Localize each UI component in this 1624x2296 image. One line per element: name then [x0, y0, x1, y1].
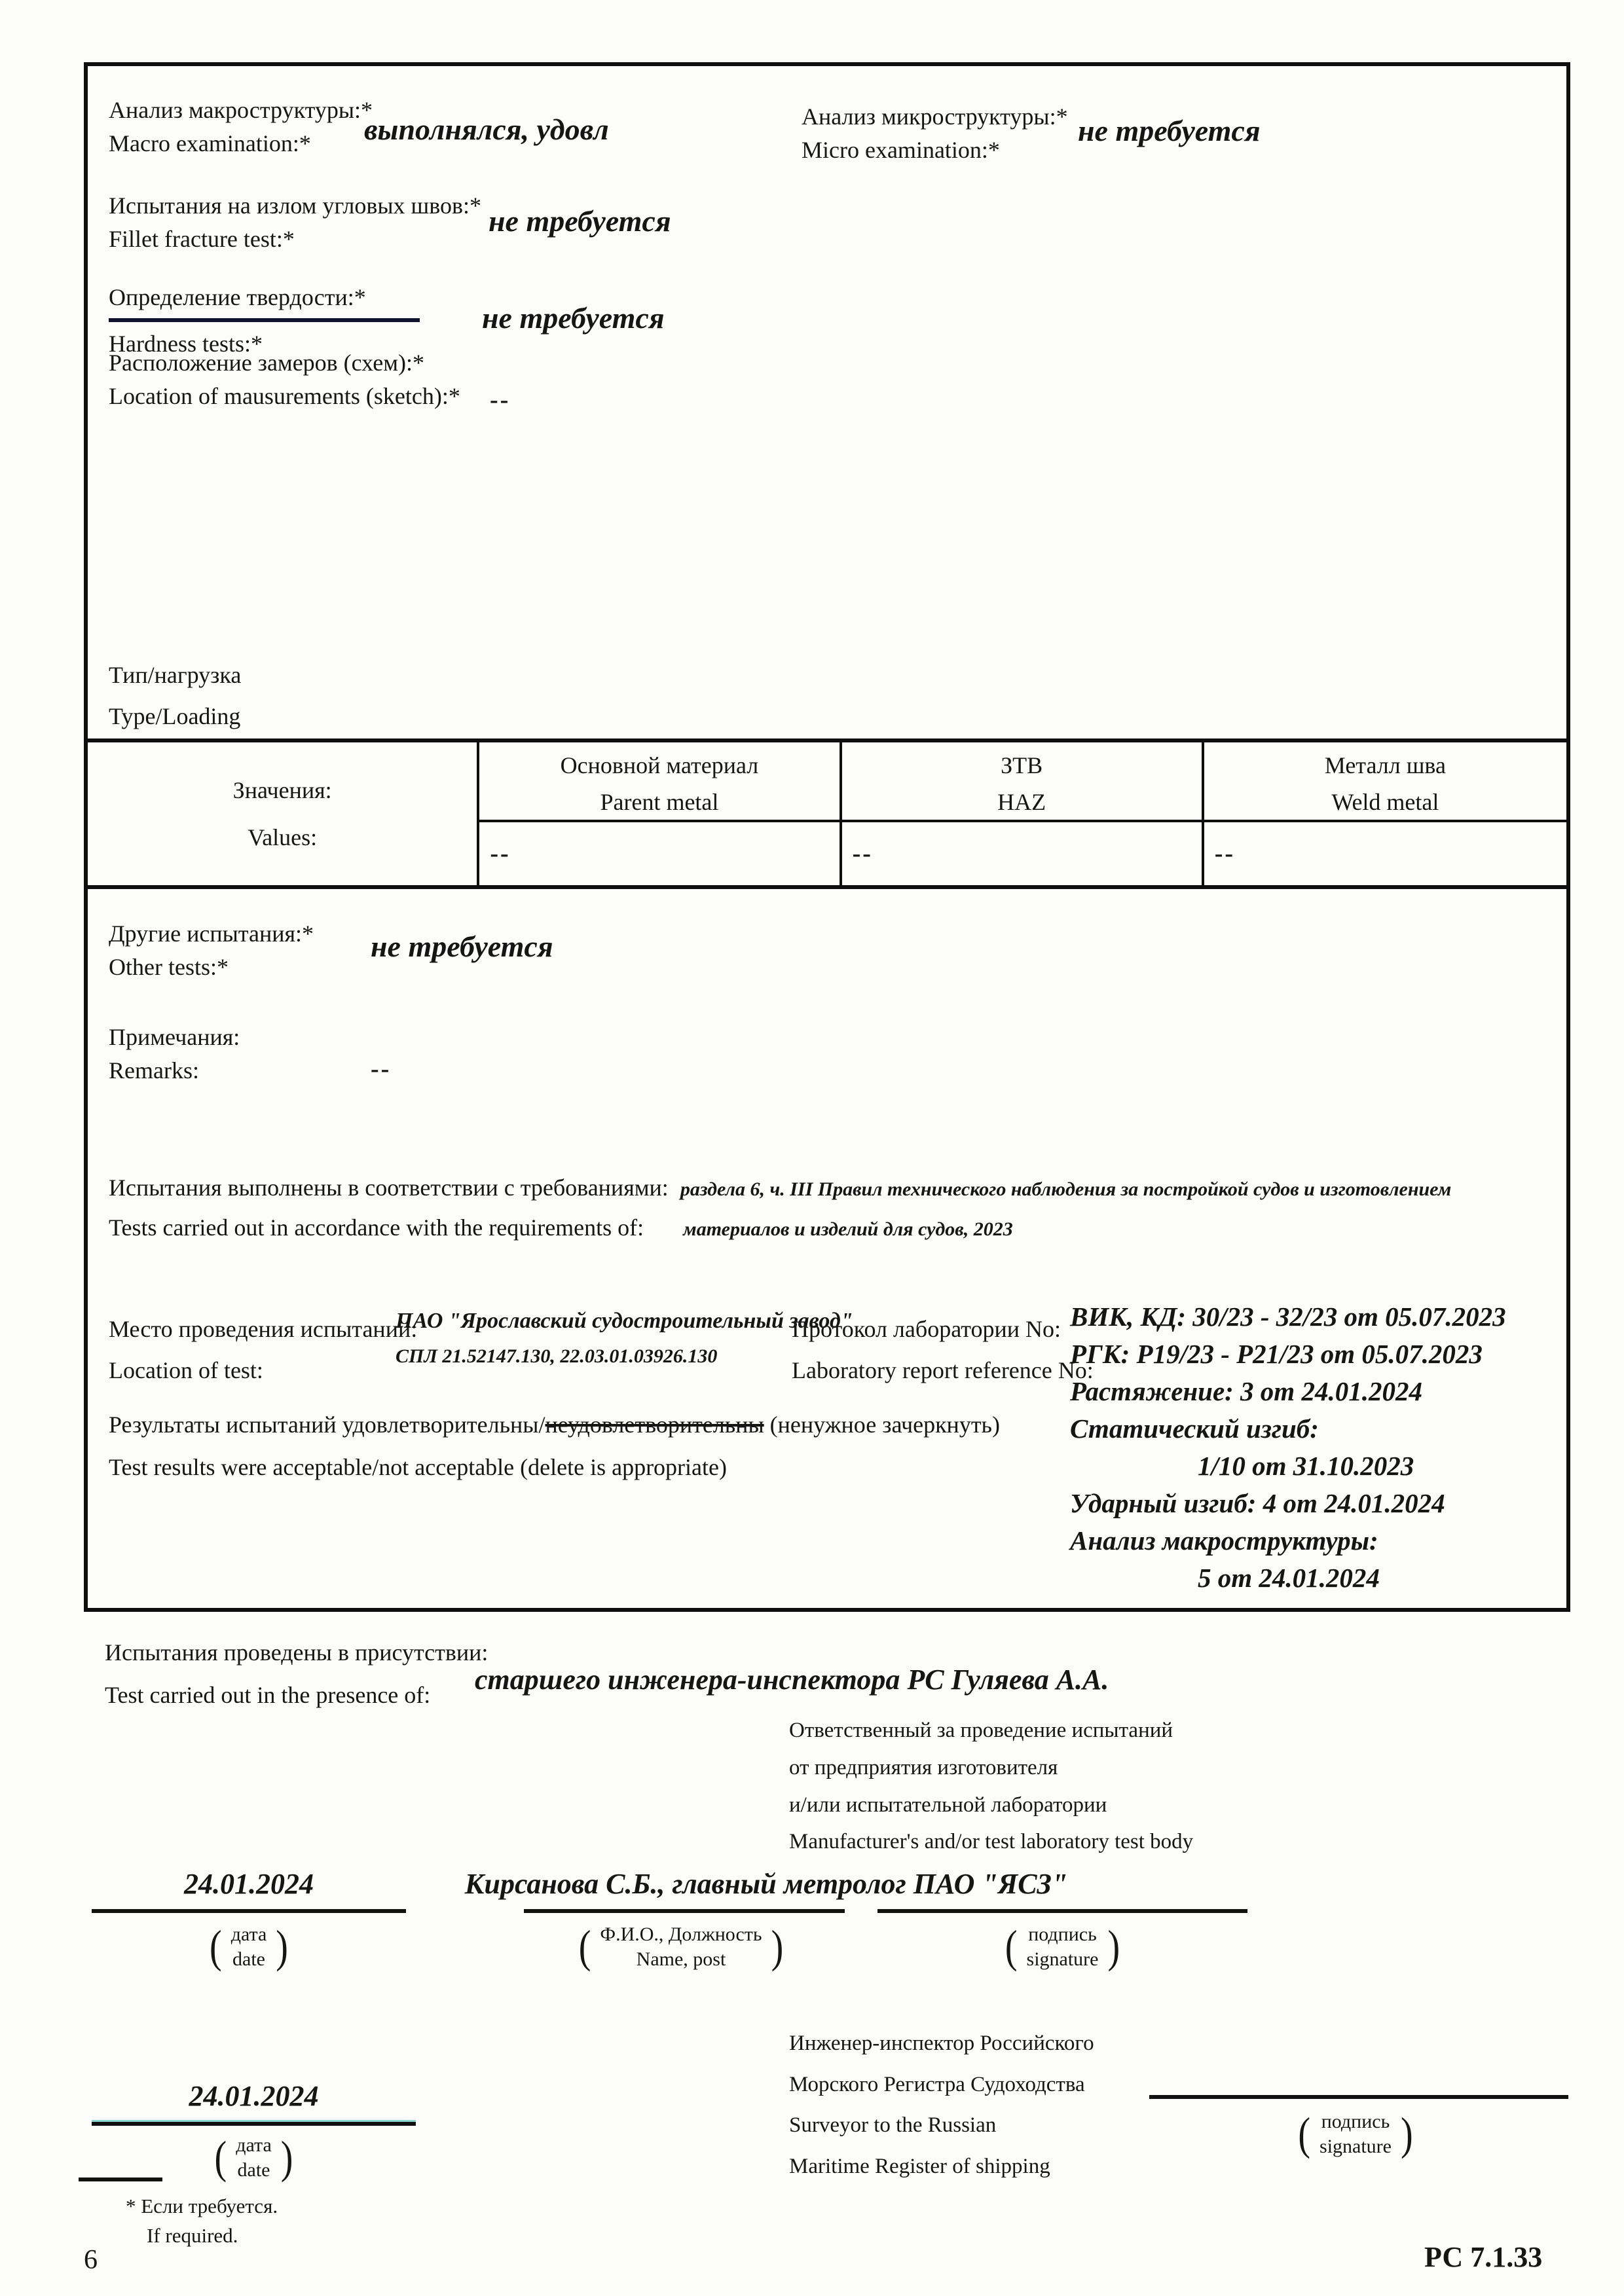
- remarks-en: Remarks:: [109, 1057, 199, 1084]
- footnote-en: If required.: [147, 2223, 238, 2247]
- presence-en: Test carried out in the presence of:: [105, 1681, 431, 1708]
- lab-report-value: Анализ макроструктуры:: [1070, 1525, 1378, 1556]
- open-paren: (: [1005, 1921, 1018, 1973]
- results-section: [109, 1408, 1000, 1484]
- footnote-ru: * Если требуется.: [126, 2195, 278, 2217]
- presence-label: [105, 1631, 488, 1717]
- surveyor-line-2: Морского Регистра Судоходства: [789, 2072, 1085, 2096]
- fillet-label-ru: Испытания на излом угловых швов:*: [109, 192, 482, 219]
- signature-caption-ru: подпись: [1321, 2111, 1390, 2132]
- weld-metal-en: Weld metal: [1331, 788, 1439, 815]
- presence-value: старшего инженера-инспектора РС Гуляева А.А.: [475, 1664, 1109, 1696]
- macro-examination-label: [109, 94, 373, 160]
- sign1-signature-line: [877, 1909, 1247, 1913]
- loc-meas-label-ru: Расположение замеров (схем):*: [109, 350, 425, 376]
- sign2-signature-caption: [1172, 2109, 1539, 2159]
- hardness-value: не требуется: [482, 301, 665, 335]
- location-of-test-value: [396, 1309, 853, 1368]
- sign1-signature-caption: [877, 1922, 1247, 1971]
- requirements-value-2: материалов и изделий для судов, 2023: [683, 1218, 1013, 1241]
- sign2-date-line: [92, 2120, 416, 2126]
- location-measurements-value: --: [490, 386, 511, 414]
- haz-value: --: [842, 822, 1204, 885]
- location-of-test-ru: Место проведения испытаний:: [109, 1316, 418, 1342]
- parent-metal-ru: Основной материал: [560, 752, 759, 778]
- close-paren: ): [280, 2132, 293, 2183]
- location-of-test-value-1: ПАО "Ярославский судостроительный завод": [396, 1309, 853, 1333]
- column-header-parent-metal: [479, 742, 841, 822]
- values-label-en: Values:: [248, 824, 318, 850]
- requirements-ru: Испытания выполнены в соответствии с требованиями:: [109, 1175, 669, 1201]
- responsible-line-1: Ответственный за проведение испытаний: [789, 1719, 1173, 1742]
- other-tests-en: Other tests:*: [109, 954, 229, 981]
- macro-label-ru: Анализ макроструктуры:*: [109, 97, 373, 123]
- name-caption-en: Name, post: [636, 1948, 726, 1970]
- footnote-separator: [79, 2178, 162, 2181]
- main-form-box: [84, 62, 1570, 1612]
- lab-report-values: [1070, 1298, 1506, 1597]
- fillet-fracture-label: [109, 189, 481, 256]
- hardness-label-ru: Определение твердости:*: [109, 284, 366, 310]
- responsible-line-2: от предприятия изготовителя: [789, 1755, 1058, 1779]
- micro-label-en: Micro examination:*: [802, 137, 1000, 164]
- responsible-block: [789, 1712, 1193, 1861]
- type-loading-label: [109, 659, 241, 733]
- hardness-underline: [109, 318, 420, 322]
- type-loading-ru: Тип/нагрузка: [109, 662, 242, 688]
- close-paren: ): [1107, 1921, 1120, 1973]
- date-caption-en: date: [237, 2159, 270, 2181]
- signature-caption-en: signature: [1320, 2135, 1392, 2157]
- other-tests-label: [109, 917, 314, 984]
- results-ru-part2: (ненужное зачеркнуть): [764, 1412, 1000, 1438]
- lab-report-value: Растяжение: 3 от 24.01.2024: [1070, 1376, 1422, 1406]
- lab-report-value: 5 от 24.01.2024: [1198, 1563, 1380, 1593]
- surveyor-block: [789, 2023, 1094, 2187]
- parent-metal-en: Parent metal: [600, 788, 719, 815]
- name-caption-ru: Ф.И.О., Должность: [600, 1923, 762, 1945]
- weld-metal-ru: Металл шва: [1324, 752, 1446, 778]
- page-number: 6: [84, 2245, 98, 2275]
- hardness-label-en: Hardness tests:*: [109, 331, 263, 357]
- location-measurements-label: [109, 346, 460, 413]
- surveyor-line-3: Surveyor to the Russian: [789, 2113, 997, 2138]
- macro-examination-value: выполнялся, удовл: [364, 113, 609, 146]
- surveyor-line-4: Maritime Register of shipping: [789, 2155, 1050, 2179]
- values-table: [84, 738, 1570, 889]
- sign2-date-caption: [92, 2133, 416, 2182]
- location-of-test-value-2: СПЛ 21.52147.130, 22.03.01.03926.130: [396, 1345, 718, 1367]
- results-ru-struck: неудовлетворительны: [545, 1412, 764, 1438]
- lab-report-label: [792, 1309, 1094, 1391]
- micro-examination-label: [802, 100, 1068, 167]
- lab-report-value: Ударный изгиб: 4 от 24.01.2024: [1070, 1488, 1445, 1518]
- open-paren: (: [210, 1921, 222, 1973]
- results-en: Test results were acceptable/not acceptable (delete is appropriate): [109, 1454, 727, 1481]
- results-ru: [109, 1408, 1000, 1442]
- other-tests-ru: Другие испытания:*: [109, 920, 314, 947]
- sign1-date-line: [92, 1909, 406, 1913]
- lab-report-value: РГК: Р19/23 - Р21/23 от 05.07.2023: [1070, 1339, 1483, 1369]
- column-header-haz: [842, 742, 1204, 822]
- type-loading-en: Type/Loading: [109, 703, 241, 730]
- requirements-section: [109, 1171, 1556, 1245]
- signature-caption-en: signature: [1026, 1948, 1099, 1970]
- responsible-line-3: и/или испытательной лаборатории: [789, 1793, 1107, 1817]
- requirements-value-1: раздела 6, ч. III Правил технического наблюдения за постройкой судов и изготовлением: [680, 1178, 1452, 1200]
- parent-metal-value: --: [479, 822, 841, 885]
- responsible-line-4: Manufacturer's and/or test laboratory test body: [789, 1830, 1194, 1854]
- values-label-ru: Значения:: [232, 777, 332, 803]
- sign1-name-caption: [498, 1922, 864, 1971]
- fillet-label-en: Fillet fracture test:*: [109, 226, 295, 253]
- sign1-name: Кирсанова С.Б., главный метролог ПАО "ЯСЗ": [464, 1868, 1068, 1900]
- surveyor-line-1: Инженер-инспектор Российского: [789, 2032, 1094, 2055]
- lab-report-value: ВИК, КД: 30/23 - 32/23 от 05.07.2023: [1070, 1302, 1506, 1332]
- fillet-fracture-value: не требуется: [489, 204, 671, 238]
- requirements-en: Tests carried out in accordance with the requirements of:: [109, 1214, 644, 1241]
- remarks-ru: Примечания:: [109, 1024, 240, 1050]
- weld-metal-value: --: [1214, 840, 1236, 867]
- lab-report-ru: Протокол лаборатории No:: [792, 1316, 1061, 1342]
- results-ru-part1: Результаты испытаний удовлетворительны/: [109, 1412, 545, 1438]
- open-paren: (: [1298, 2108, 1311, 2160]
- signature-caption-ru: подпись: [1028, 1923, 1097, 1945]
- sign2-date: 24.01.2024: [189, 2080, 319, 2112]
- lab-report-value: 1/10 от 31.10.2023: [1198, 1451, 1414, 1481]
- footnote: [126, 2192, 278, 2251]
- lab-report-en: Laboratory report reference No:: [792, 1357, 1094, 1383]
- close-paren: ): [771, 1921, 784, 1973]
- macro-label-en: Macro examination:*: [109, 130, 311, 157]
- haz-ru: ЗТВ: [1001, 752, 1043, 778]
- close-paren: ): [276, 1921, 288, 1973]
- remarks-label: [109, 1021, 240, 1087]
- lab-report-value: Статический изгиб:: [1070, 1413, 1319, 1444]
- form-code: РС 7.1.33: [1424, 2241, 1543, 2273]
- haz-en: HAZ: [997, 788, 1046, 815]
- presence-ru: Испытания проведены в присутствии:: [105, 1639, 489, 1666]
- sign2-signature-line: [1149, 2095, 1568, 2099]
- date-caption-ru: дата: [236, 2134, 272, 2156]
- sign1-name-line: [524, 1909, 845, 1913]
- other-tests-value: не требуется: [371, 930, 553, 963]
- date-caption-ru: дата: [231, 1923, 267, 1945]
- values-header-cell: [88, 742, 479, 885]
- remarks-value: --: [371, 1055, 392, 1083]
- micro-examination-value: не требуется: [1078, 114, 1261, 147]
- sign1-date-caption: [92, 1922, 406, 1971]
- micro-label-ru: Анализ микроструктуры:*: [802, 103, 1068, 130]
- location-of-test-label: [109, 1309, 417, 1391]
- close-paren: ): [1400, 2108, 1413, 2160]
- open-paren: (: [214, 2132, 227, 2183]
- column-header-weld-metal: [1204, 742, 1566, 822]
- sign1-date: 24.01.2024: [184, 1868, 314, 1900]
- open-paren: (: [578, 1921, 591, 1973]
- date-caption-en: date: [232, 1948, 265, 1970]
- loc-meas-label-en: Location of mausurements (sketch):*: [109, 383, 460, 410]
- location-of-test-en: Location of test:: [109, 1357, 263, 1383]
